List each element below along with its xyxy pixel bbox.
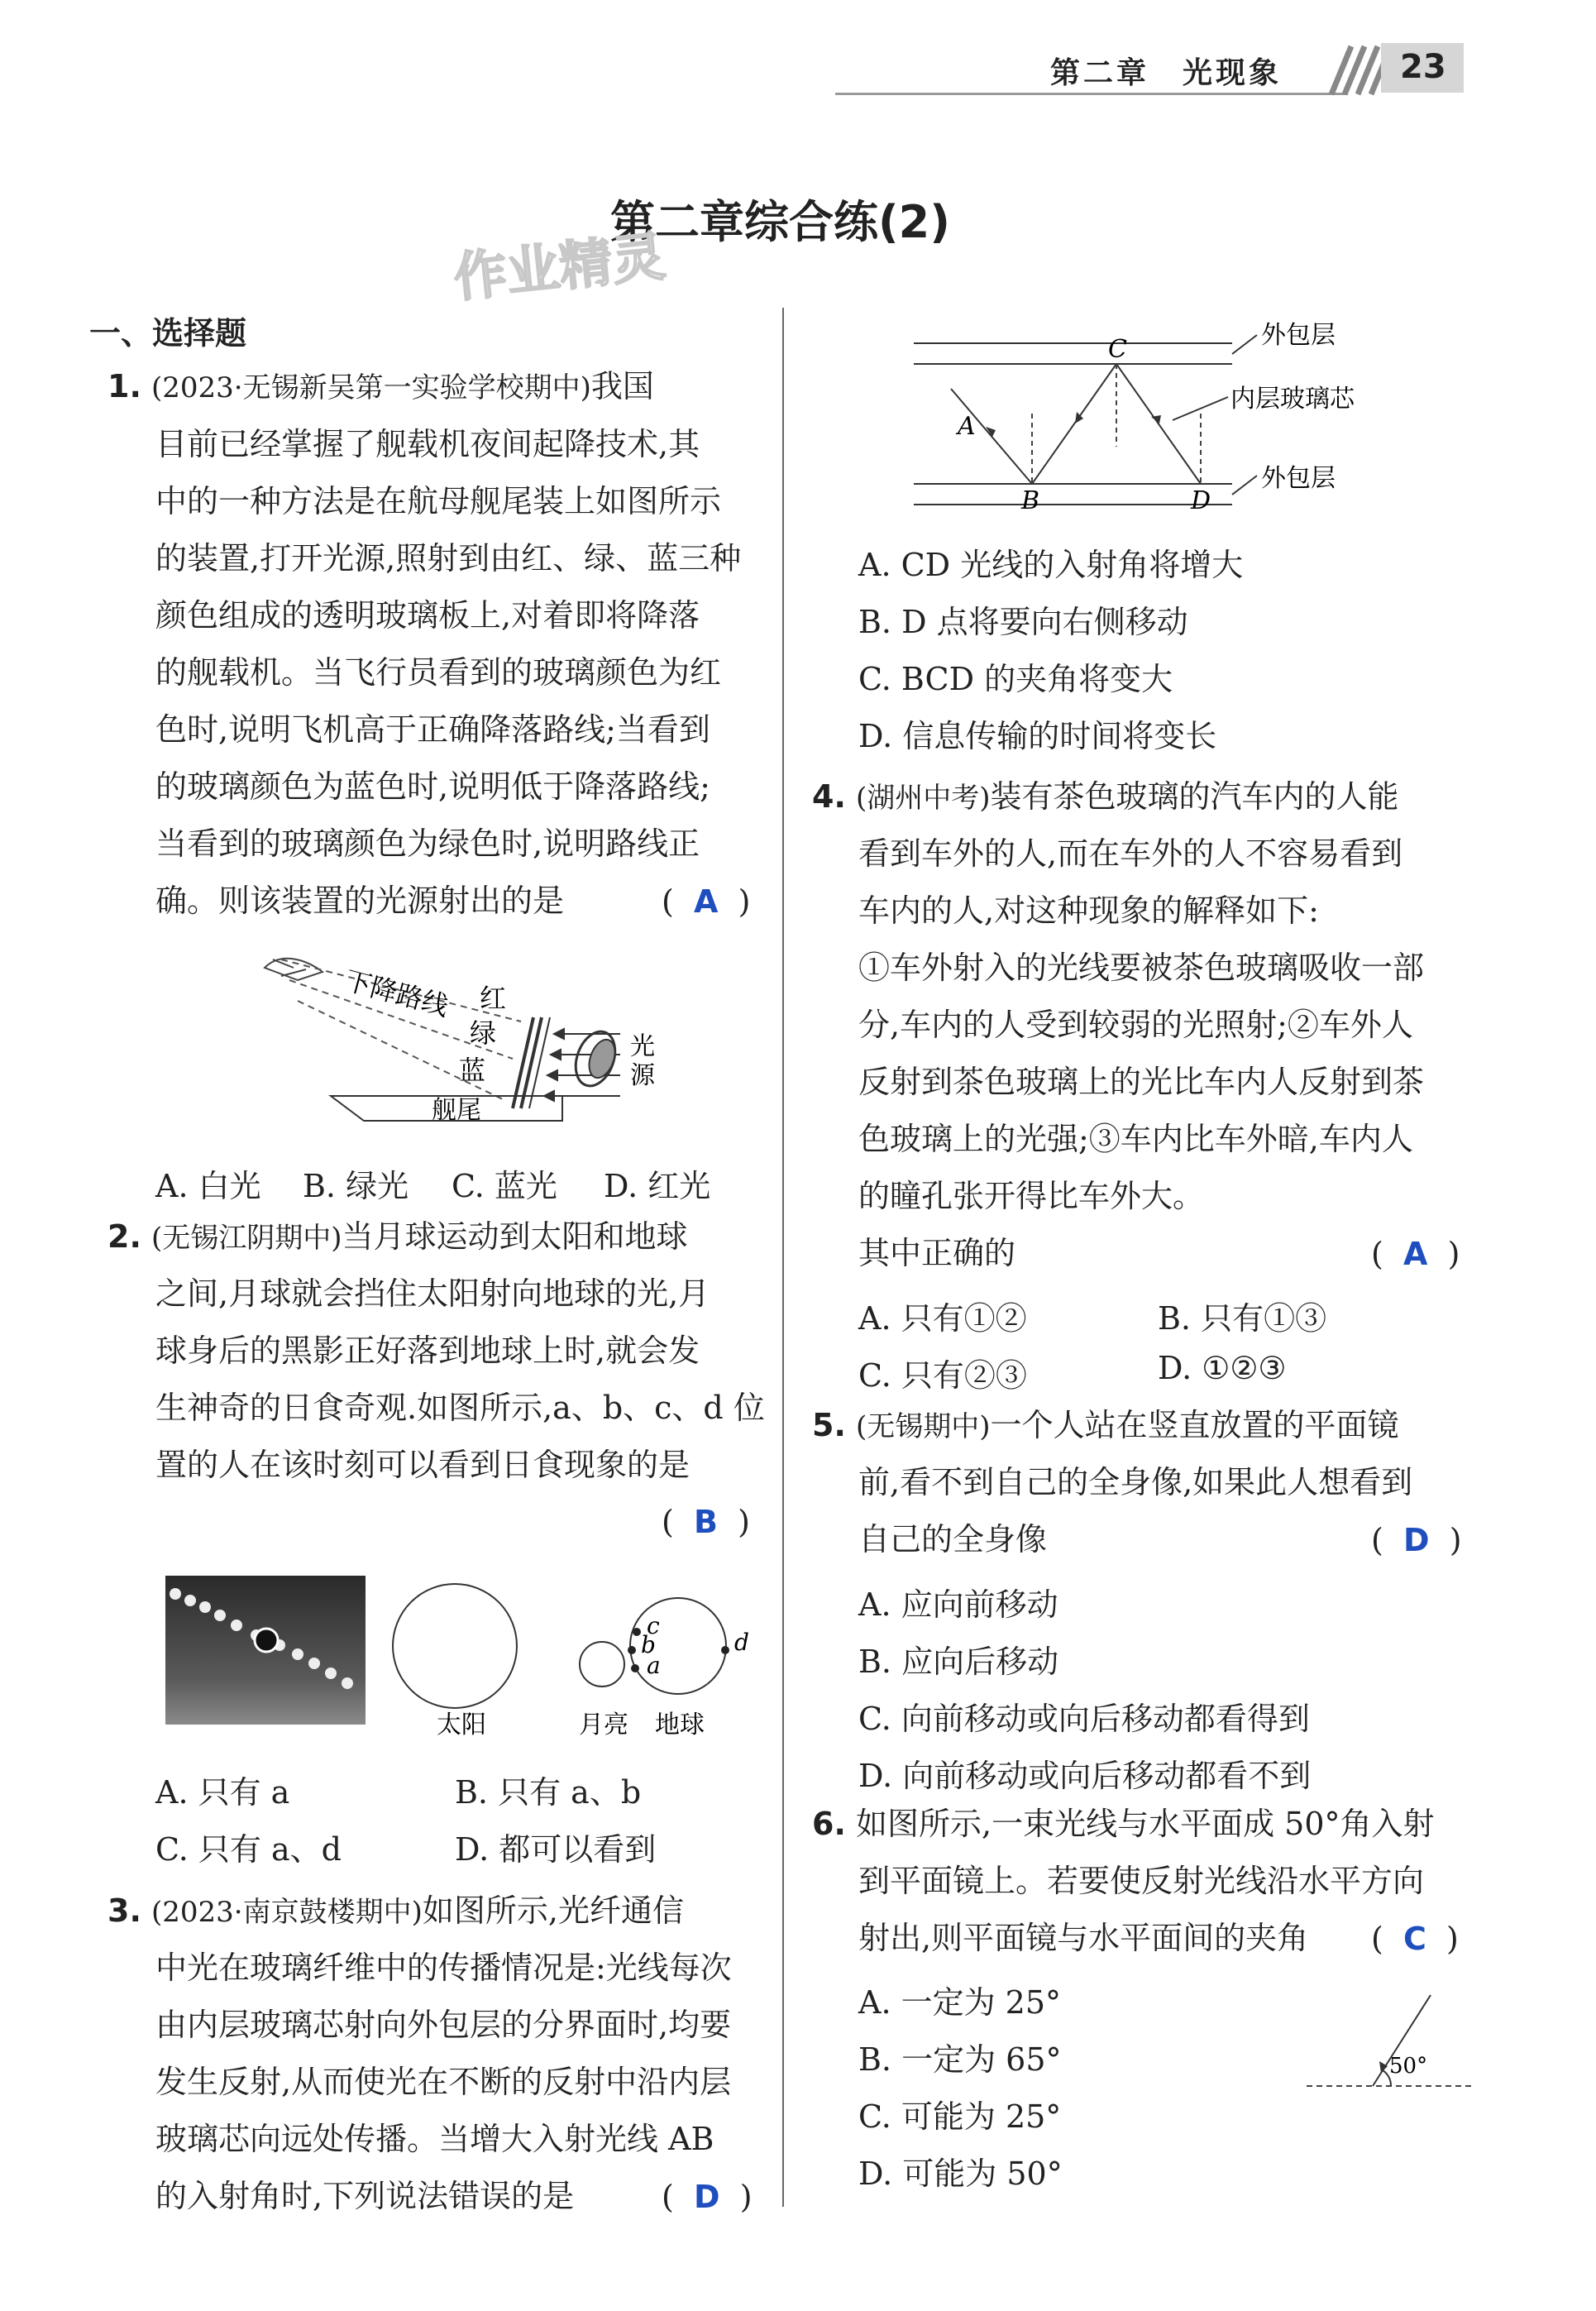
header-stripes	[1315, 43, 1389, 96]
question-text: 生神奇的日食奇观.如图所示,a、b、c、d 位	[155, 1390, 765, 1426]
option-d: D. ①②③	[1158, 1350, 1287, 1386]
label-angle: 50°	[1389, 2054, 1428, 2079]
page-number: 23	[1400, 48, 1446, 86]
label-outer-bottom: 外包层	[1261, 464, 1336, 493]
answer-bracket: ( D )	[1371, 1522, 1462, 1558]
question-number: 3.	[108, 1892, 141, 1929]
question-text: 自己的全身像	[858, 1521, 1048, 1557]
section-heading: 一、选择题	[89, 315, 247, 352]
question-text: 之间,月球就会挡住太阳射向地球的光,月	[155, 1275, 710, 1312]
question-source: (2023·南京鼓楼期中)	[151, 1896, 423, 1929]
question-text: 前,看不到自己的全身像,如果此人想看到	[858, 1464, 1413, 1500]
option-a: A. 只有 a	[155, 1774, 290, 1811]
label-red: 红	[480, 983, 507, 1014]
label-d: d	[734, 1629, 749, 1656]
question-text: 装有茶色玻璃的汽车内的人能	[990, 778, 1399, 815]
question-text: 如图所示,光纤通信	[422, 1892, 684, 1929]
answer-bracket: ( A )	[1371, 1236, 1460, 1272]
label-earth: 地球	[655, 1711, 705, 1739]
answer: A	[693, 883, 719, 920]
answer: B	[693, 1504, 718, 1540]
header-chapter: 第二章	[1050, 56, 1150, 90]
watermark: 作业精灵	[451, 226, 668, 310]
q3-option-a: A. CD 光线的入射角将增大	[858, 547, 1244, 583]
option-c: C. 只有②③	[858, 1357, 1027, 1394]
answer-bracket: ( A )	[662, 883, 751, 920]
label-green: 绿	[470, 1017, 497, 1049]
option-a: A. 白光	[155, 1168, 261, 1204]
answer: C	[1402, 1921, 1426, 1957]
question-text: 当月球运动到太阳和地球	[342, 1218, 688, 1255]
option-c: C. 向前移动或向后移动都看得到	[858, 1701, 1310, 1737]
page-title: 第二章综合练(2)	[610, 196, 950, 248]
option-c: C. 蓝光	[452, 1168, 557, 1204]
option-b: B. 应向后移动	[858, 1644, 1059, 1680]
option-a: A. 应向前移动	[858, 1586, 1058, 1623]
question-number: 2.	[108, 1218, 141, 1255]
option-d: D. 向前移动或向后移动都看不到	[858, 1758, 1312, 1794]
option-c: C. 只有 a、d	[155, 1831, 342, 1868]
question-text: 的玻璃颜色为蓝色时,说明低于降落路线;	[155, 768, 710, 805]
option-d: D. 都可以看到	[455, 1831, 657, 1868]
label-light-source-2: 源	[630, 1061, 655, 1090]
question-text: 颜色组成的透明玻璃板上,对着即将降落	[155, 597, 700, 634]
q3-option-d: D. 信息传输的时间将变长	[858, 718, 1217, 754]
question-text: 色玻璃上的光强;③车内比车外暗,车内人	[858, 1121, 1413, 1157]
header-topic: 光现象	[1183, 56, 1283, 90]
question-text: 其中正确的	[858, 1235, 1016, 1271]
question-text: 中光在玻璃纤维中的传播情况是:光线每次	[155, 1950, 732, 1986]
option-b: B. 绿光	[303, 1168, 409, 1204]
label-moon: 月亮	[579, 1711, 628, 1739]
question-text: 玻璃芯向远处传播。当增大入射光线 AB	[155, 2121, 714, 2157]
question-text: 由内层玻璃芯射向外包层的分界面时,均要	[155, 2007, 732, 2043]
option-b: B. 一定为 65°	[858, 2041, 1062, 2078]
question-text: 确。则该装置的光源射出的是	[155, 883, 565, 919]
answer-bracket: ( C )	[1371, 1921, 1459, 1957]
label-blue: 蓝	[459, 1055, 486, 1086]
answer: A	[1402, 1236, 1428, 1272]
question-source: (2023·无锡新吴第一实验学校期中)	[151, 371, 591, 404]
label-B: B	[1021, 486, 1040, 515]
question-text: 射出,则平面镜与水平面间的夹角	[858, 1920, 1309, 1956]
answer: D	[693, 2179, 720, 2215]
question-text: 置的人在该时刻可以看到日食现象的是	[155, 1447, 690, 1483]
question-text: 中的一种方法是在航母舰尾装上如图所示	[155, 483, 722, 519]
question-text: ①车外射入的光线要被茶色玻璃吸收一部	[858, 950, 1425, 986]
question-source: (湖州中考)	[855, 782, 991, 815]
label-A: A	[958, 412, 976, 441]
option-d: D. 可能为 50°	[858, 2155, 1063, 2192]
label-C: C	[1108, 335, 1127, 364]
question-text: 我国	[590, 368, 654, 404]
question-text: 看到车外的人,而在车外的人不容易看到	[858, 835, 1403, 872]
label-stern: 舰尾	[432, 1096, 481, 1125]
question-text: 分,车内的人受到较弱的光照射;②车外人	[858, 1007, 1413, 1043]
question-text: 反射到茶色玻璃上的光比车内人反射到茶	[858, 1064, 1425, 1100]
question-number: 1.	[108, 368, 141, 404]
option-a: A. 一定为 25°	[858, 1984, 1062, 2021]
question-number: 5.	[812, 1407, 846, 1443]
question-text: 当看到的玻璃颜色为绿色时,说明路线正	[155, 825, 700, 862]
label-c: c	[647, 1612, 660, 1639]
answer-bracket: ( B )	[662, 1504, 750, 1540]
question-text: 车内的人,对这种现象的解释如下:	[858, 892, 1319, 929]
question-text: 球身后的黑影正好落到地球上时,就会发	[155, 1333, 700, 1369]
option-c: C. 可能为 25°	[858, 2098, 1062, 2135]
question-source: (无锡江阴期中)	[151, 1222, 342, 1255]
question-text: 一个人站在竖直放置的平面镜	[990, 1407, 1399, 1443]
header	[0, 0, 1596, 108]
path-label: 下降路线	[341, 964, 452, 1022]
question-number: 4.	[812, 778, 846, 815]
sun-moon-earth-figure	[389, 1567, 769, 1741]
question-text: 的瞳孔张开得比车外大。	[858, 1178, 1205, 1214]
label-D: D	[1191, 486, 1211, 515]
label-inner-core: 内层玻璃芯	[1230, 385, 1355, 414]
eclipse-photo	[165, 1576, 366, 1725]
question-text: 的装置,打开光源,照射到由红、绿、蓝三种	[155, 540, 742, 577]
option-b: B. 只有 a、b	[455, 1774, 642, 1811]
option-b: B. 只有①③	[1158, 1300, 1327, 1337]
question-source: (无锡期中)	[855, 1410, 991, 1443]
label-sun: 太阳	[437, 1711, 486, 1739]
q3-option-b: B. D 点将要向右侧移动	[858, 604, 1188, 640]
answer: D	[1402, 1522, 1430, 1558]
incident-angle-figure	[1298, 1985, 1480, 2101]
question-text: 目前已经掌握了舰载机夜间起降技术,其	[155, 426, 700, 462]
option-d: D. 红光	[604, 1168, 711, 1204]
question-text: 的舰载机。当飞行员看到的玻璃颜色为红	[155, 654, 722, 691]
landing-device-figure	[248, 943, 678, 1133]
option-a: A. 只有①②	[858, 1300, 1027, 1337]
question-text: 的入射角时,下列说法错误的是	[155, 2178, 575, 2214]
question-text: 色时,说明飞机高于正确降落路线;当看到	[155, 711, 710, 748]
question-text: 到平面镜上。若要使反射光线沿水平方向	[858, 1863, 1425, 1899]
label-b: b	[641, 1631, 656, 1658]
q3-option-c: C. BCD 的夹角将变大	[858, 661, 1173, 697]
column-divider	[782, 308, 784, 2207]
question-number: 6.	[812, 1806, 846, 1842]
header-rule	[835, 93, 1348, 95]
label-light-source-1: 光	[630, 1032, 655, 1061]
label-a: a	[647, 1652, 661, 1679]
answer-bracket: ( D )	[662, 2179, 753, 2215]
label-outer-top: 外包层	[1261, 321, 1336, 350]
question-text: 如图所示,一束光线与水平面成 50°角入射	[855, 1806, 1435, 1842]
optical-fiber-figure	[910, 314, 1373, 521]
question-text: 发生反射,从而使光在不断的反射中沿内层	[155, 2064, 732, 2100]
